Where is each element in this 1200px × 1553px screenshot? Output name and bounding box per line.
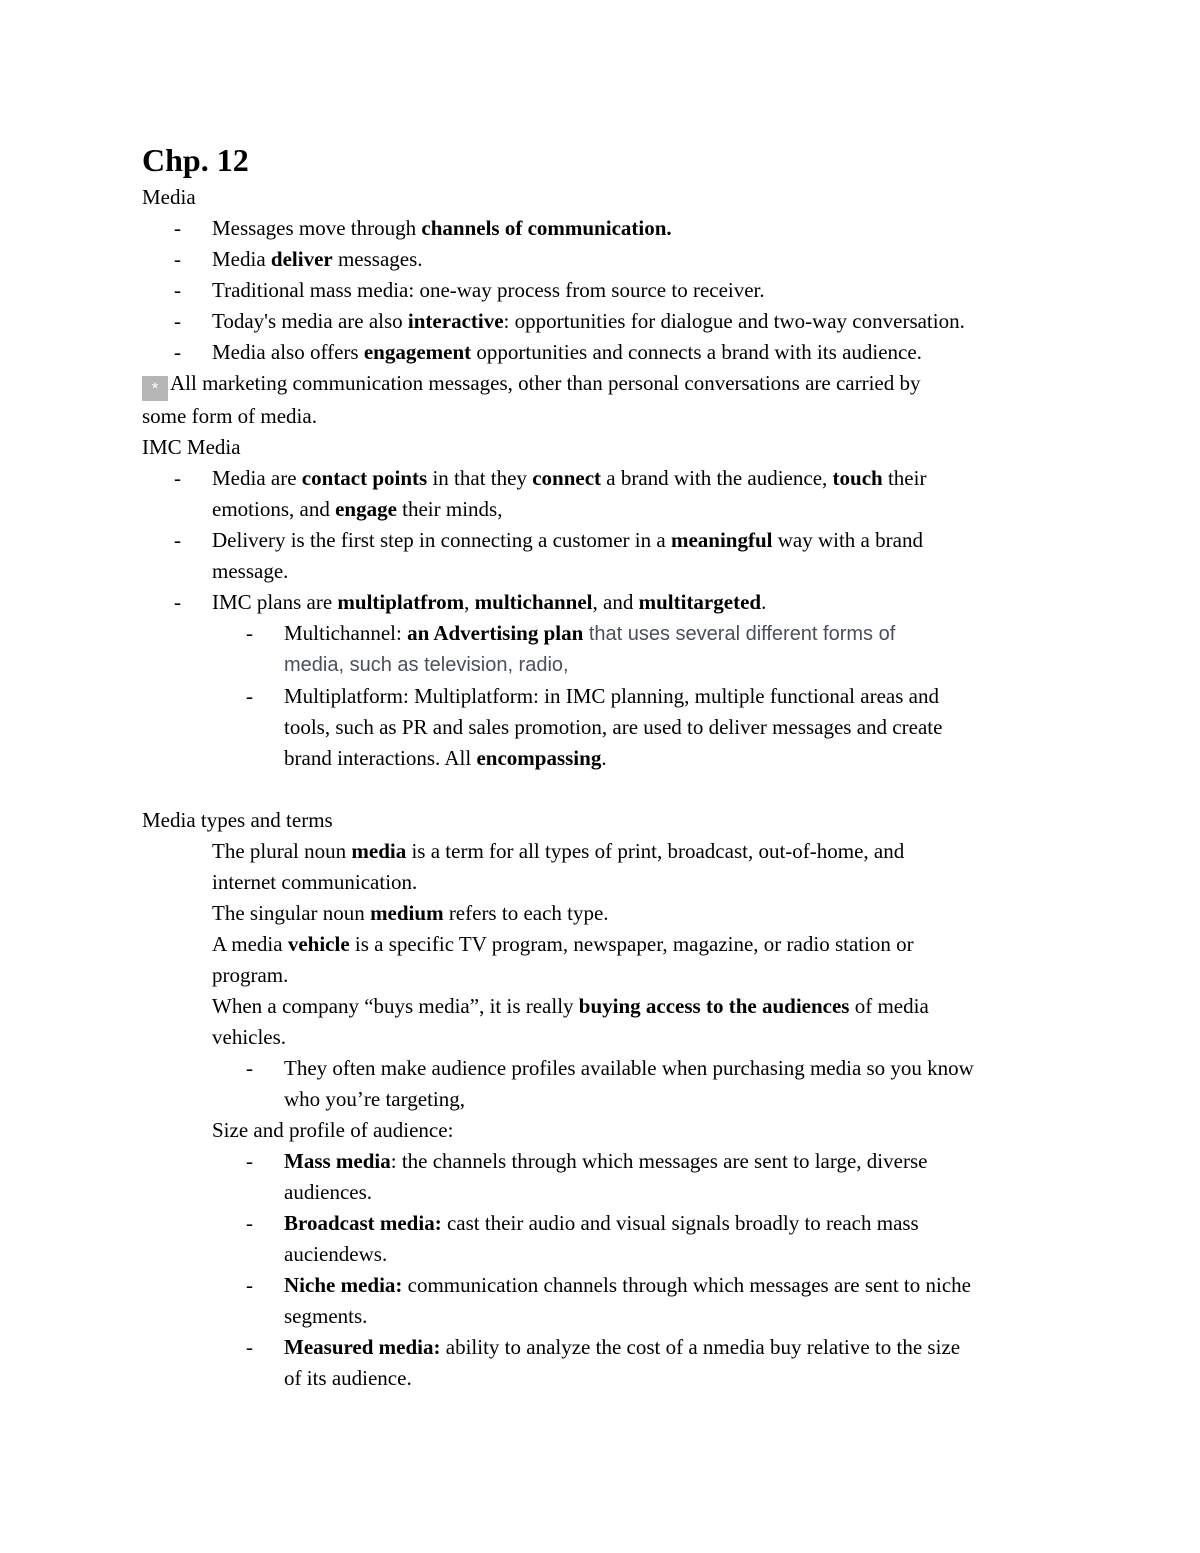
bullet-dash: -	[174, 340, 181, 364]
paragraph: When a company “buys media”, it is really buying access to the audiences of media vehicles.	[212, 994, 929, 1049]
bullet-dash: -	[174, 466, 181, 490]
paragraph: The singular noun medium refers to each type.	[212, 901, 609, 925]
note-line: * All marketing communication messages, other than personal conversations are carried by	[142, 368, 1072, 401]
list-item: - Media also offers engagement opportunities and connects a brand with its audience.	[142, 337, 1072, 368]
bullet-dash: -	[174, 216, 181, 240]
star-marker: *	[142, 376, 168, 401]
list-item: - Today's media are also interactive: opportunities for dialogue and two-way conversation.	[142, 306, 1072, 337]
bullet-dash: -	[246, 684, 253, 708]
paragraph: A media vehicle is a specific TV program, newspaper, magazine, or radio station or program.	[212, 932, 914, 987]
list-item: - Messages move through channels of communication.	[142, 213, 1072, 244]
sub-list-item: - Multiplatform: Multiplatform: in IMC planning, multiple functional areas and tools, such as PR and sales promotion, are used to deliver messages and create brand interactions. All encompassing.	[142, 681, 1072, 774]
bullet-dash: -	[246, 1149, 253, 1173]
list-item: - Traditional mass media: one-way process from source to receiver.	[142, 275, 1072, 306]
page-title: Chp. 12	[142, 142, 249, 178]
sub-list-item: - Measured media: ability to analyze the cost of a nmedia buy relative to the size of its audience.	[142, 1332, 1072, 1394]
bullet-dash: -	[246, 1335, 253, 1359]
bullet-dash: -	[174, 590, 181, 614]
spacer	[142, 774, 1072, 805]
paragraph: The plural noun media is a term for all types of print, broadcast, out-of-home, and internet communication.	[212, 839, 905, 894]
document-body	[142, 182, 1072, 1394]
sub-list-item: - Mass media: the channels through which messages are sent to large, diverse audiences.	[142, 1146, 1072, 1208]
sub-list-item: - Broadcast media: cast their audio and visual signals broadly to reach mass auciendews.	[142, 1208, 1072, 1270]
section-heading-imc-media: IMC Media	[142, 435, 241, 459]
section-heading-media-types: Media types and terms	[142, 808, 333, 832]
sub-list-item: - They often make audience profiles available when purchasing media so you know who you’re targeting,	[142, 1053, 1072, 1115]
bullet-dash: -	[246, 1056, 253, 1080]
bullet-dash: -	[174, 309, 181, 333]
list-item: - IMC plans are multiplatfrom, multichannel, and multitargeted.	[142, 587, 1072, 618]
list-item: - Delivery is the first step in connecting a customer in a meaningful way with a brand message.	[142, 525, 1072, 587]
note-line: some form of media.	[142, 404, 317, 428]
section-heading-media: Media	[142, 185, 196, 209]
list-item: - Media deliver messages.	[142, 244, 1072, 275]
bullet-dash: -	[174, 278, 181, 302]
bullet-dash: -	[246, 1211, 253, 1235]
sub-list-item: - Niche media: communication channels through which messages are sent to niche segments.	[142, 1270, 1072, 1332]
paragraph: Size and profile of audience:	[212, 1118, 454, 1142]
bullet-dash: -	[174, 247, 181, 271]
list-item: - Media are contact points in that they connect a brand with the audience, touch their emotions, and engage their minds,	[142, 463, 1072, 525]
bullet-dash: -	[246, 1273, 253, 1297]
bullet-dash: -	[174, 528, 181, 552]
sub-list-item: - Multichannel: an Advertising plan that uses several different forms of media, such as television, radio,	[142, 618, 1072, 681]
bullet-dash: -	[246, 621, 253, 645]
